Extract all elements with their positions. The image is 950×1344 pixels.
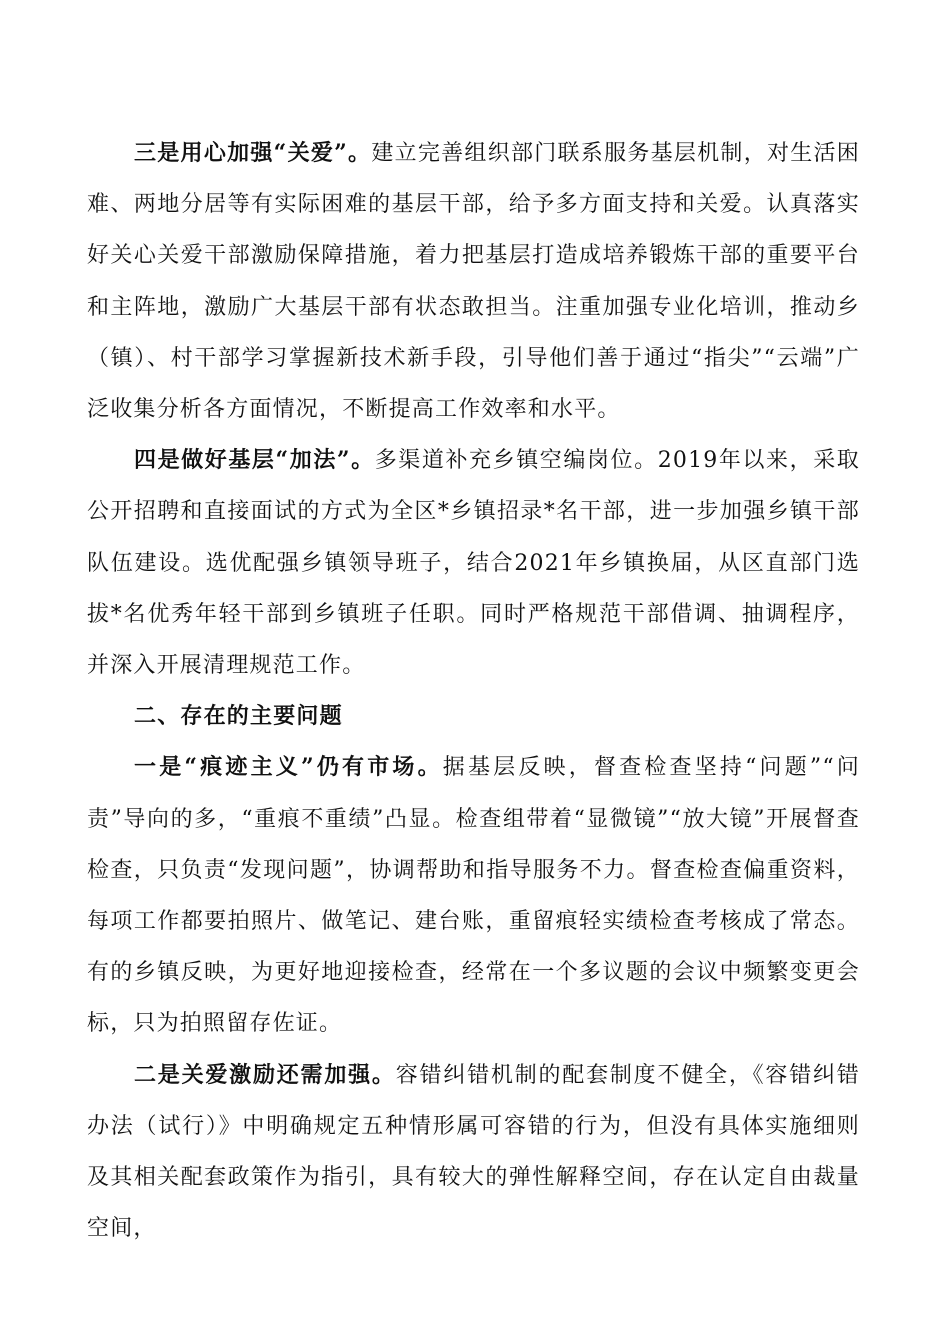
- paragraph-lead: 一是“痕迹主义”仍有市场。: [134, 754, 443, 781]
- paragraph-text: 容错纠错机制的配套制度不健全，《容错纠错办法（试行）》中明确规定五种情形属可容错的行为，但没有具体实施细则及其相关配套政策作为指引，具有较大的弹性解释空间，存在认定自由裁量空间，: [87, 1062, 860, 1242]
- section-heading: 二、存在的主要问题: [134, 703, 343, 730]
- paragraph-lead: 四是做好基层“加法”。: [134, 447, 375, 474]
- paragraph-addition: [87, 435, 860, 691]
- document-body: [87, 128, 860, 1254]
- paragraph-text: 据基层反映，督查检查坚持“问题”“问责”导向的多，“重痕不重绩”凸显。检查组带着“显微镜”“放大镜”开展督查检查，只负责“发现问题”，协调帮助和指导服务不力。督查检查偏重资料，每项工作都要拍照片、做笔记、建台账，重留痕轻实绩检查考核成了常态。有的乡镇反映，为更好地迎接检查，经常在一个多议题的会议中频繁变更会标，只为拍照留存佐证。: [87, 755, 860, 1037]
- paragraph-incentive: [87, 1050, 860, 1255]
- paragraph-text: 建立完善组织部门联系服务基层机制，对生活困难、两地分居等有实际困难的基层干部，给予多方面支持和关爱。认真落实好关心关爱干部激励保障措施，着力把基层打造成培养锻炼干部的重要平台和主阵地，激励广大基层干部有状态敢担当。注重加强专业化培训，推动乡（镇）、村干部学习掌握新技术新手段，引导他们善于通过“指尖”“云端”广泛收集分析各方面情况，不断提高工作效率和水平。: [87, 141, 861, 423]
- paragraph-text: 多渠道补充乡镇空编岗位。2019年以来，采取公开招聘和直接面试的方式为全区*乡镇招录*名干部，进一步加强乡镇干部队伍建设。选优配强乡镇领导班子，结合2021年乡镇换届，从区直部门选拔*名优秀年轻干部到乡镇班子任职。同时严格规范干部借调、抽调程序，并深入开展清理规范工作。: [87, 448, 860, 679]
- paragraph-care: [87, 128, 860, 435]
- paragraph-lead: 三是用心加强“关爱”。: [134, 140, 372, 166]
- paragraph-formalism: [87, 742, 860, 1049]
- paragraph-lead: 二是关爱激励还需加强。: [134, 1061, 396, 1088]
